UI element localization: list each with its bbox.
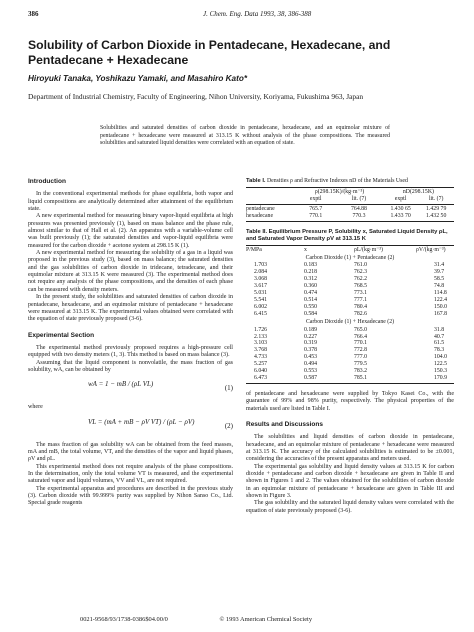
results-paragraph: The solubilities and liquid densities of carbon dioxide in pentadecane, hexadecane, and an equimolar mixture of pentadecane + hexadecane were measured at 313.15 K. The accuracy of the calculated solubilities is estimated to be ±0.001, considering the accuracies of the present apparatus and meters used.	[246, 434, 454, 463]
table-cell: 104.0	[434, 354, 448, 361]
table-cell: 0.183	[304, 262, 318, 269]
table-cell: 768.5	[354, 283, 368, 290]
table-cell: 783.2	[354, 368, 368, 375]
table-cell: 762.2	[354, 276, 368, 283]
table-cell: 765.0	[354, 326, 368, 333]
running-head	[28, 10, 450, 20]
table-row	[246, 375, 454, 382]
table-cell: 780.4	[354, 303, 368, 310]
table-cell: 2.133	[254, 333, 268, 340]
table-row	[246, 262, 454, 269]
table-cell: 762.3	[354, 269, 368, 276]
page-number: 386	[28, 10, 39, 18]
table-cell: 0.227	[304, 333, 318, 340]
journal-citation: J. Chem. Eng. Data 1993, 38, 386-388	[203, 10, 312, 18]
intro-paragraph: A new experimental method for measuring binary vapor-liquid equilibria at high pressures was presented previously (1), based on mass balance and the phase rule, almost similar to that of Hall et al. (2). An apparatus with a variable-volume cell was built previously (1); the saturated densities and vapor-liquid equilibria were measured for the carbon dioxide + acetone system at 298.15 K (1).	[28, 213, 233, 249]
table-cell: 114.8	[434, 290, 447, 297]
article-title: Solubility of Carbon Dioxide in Pentadecane, Hexadecane, and Pentadecane + Hexadecane	[28, 38, 391, 67]
experimental-paragraph: Assuming that the liquid component is nonvolatile, the mass fraction of gas solubility, wA, can be obtained by	[28, 359, 233, 373]
table-cell: 122.4	[434, 296, 448, 303]
table-cell: 31.4	[434, 262, 445, 269]
table-cell: 0.587	[304, 374, 318, 381]
table-row	[246, 311, 454, 318]
table-row	[246, 361, 454, 368]
table-1-title: Densities ρ and Refractive Indexes nD of the Materials Used	[267, 178, 408, 184]
table-cell: 31.8	[434, 326, 445, 333]
table-1-subheader: exptl	[309, 195, 322, 202]
table-1-caption	[246, 178, 454, 185]
equation-2-number: (2)	[224, 421, 233, 430]
table-group-header	[246, 318, 454, 327]
table-2-header: ρV/(kg·m⁻³)	[416, 246, 446, 253]
table-cell: 6.415	[254, 310, 268, 317]
equation-1-body: wA = 1 − mB / (ρL VL)	[88, 380, 154, 389]
table-row	[246, 213, 454, 220]
table-cell: 1.703	[254, 262, 268, 269]
table-cell: 0.584	[304, 310, 318, 317]
table-2-title: Equilibrium Pressure P, Solubility x, Saturated Liquid Density ρL, and Saturated Vapor Density ρV at 313.15 K	[246, 228, 448, 242]
table-cell: 0.360	[304, 283, 318, 290]
table-cell: 3.768	[254, 347, 268, 354]
table-cell: 150.3	[434, 368, 448, 375]
table-row	[246, 304, 454, 311]
results-heading: Results and Discussions	[246, 420, 323, 428]
author-list: Hiroyuki Tanaka, Yoshikazu Yamaki, and Masahiro Kato*	[28, 74, 248, 83]
table-row	[246, 297, 454, 304]
table-row	[246, 283, 454, 290]
table-cell: 5.257	[254, 361, 268, 368]
table-cell: 6.040	[254, 368, 268, 375]
table-cell: 766.4	[354, 333, 368, 340]
right-column	[246, 178, 454, 515]
table-group-title: Carbon Dioxide (1) + Hexadecane (2)	[305, 318, 395, 325]
table-cell: 0.378	[304, 347, 318, 354]
table-cell: 78.3	[434, 347, 445, 354]
table-row	[246, 290, 454, 297]
experimental-paragraph: The mass fraction of gas solubility wA can be obtained from the feed masses, mA and mB, the total volume, VT, and the densities of the vapor and liquid phases, ρV and ρL.	[28, 441, 233, 463]
table-cell: 770.1	[354, 340, 368, 347]
table-cell: 74.8	[434, 283, 445, 290]
table-1-col-group: nD(298.15K)	[402, 189, 434, 195]
table-cell: 770.1	[309, 212, 323, 219]
table-cell: 40.7	[434, 333, 445, 340]
table-row	[246, 334, 454, 341]
results-paragraph: The experimental gas solubility and liquid density values at 313.15 K for carbon dioxide + pentadecane and carbon dioxide + hexadecane are given in Table II and shown in Figures 1 and 2. The values obtained for the solubilities of carbon dioxide in an equimolar mixture of pentadecane + hexadecane are given in Table III and shown in Figure 3.	[246, 463, 454, 499]
left-column	[28, 178, 233, 508]
table-row	[246, 206, 454, 213]
table-cell: 5.541	[254, 296, 268, 303]
table-cell: 770.3	[352, 212, 366, 219]
table-row	[246, 368, 454, 375]
table-row	[246, 269, 454, 276]
intro-paragraph: In the conventional experimental methods for phase equilibria, both vapor and liquid compositions are analytically determined after attainment of the equilibrium state.	[28, 191, 233, 213]
table-cell: 0.312	[304, 276, 318, 283]
table-cell: 0.453	[304, 354, 318, 361]
table-cell: 61.5	[434, 340, 445, 347]
table-cell: 777.0	[354, 354, 368, 361]
table-cell: 6.002	[254, 303, 268, 310]
table-row	[246, 327, 454, 334]
table-cell: 3.068	[254, 276, 268, 283]
table-cell: 170.9	[434, 374, 448, 381]
table-cell: 0.553	[304, 368, 318, 375]
table-cell: 58.5	[434, 276, 445, 283]
table-group-title: Carbon Dioxide (1) + Pentadecane (2)	[305, 254, 395, 261]
table-cell: 2.084	[254, 269, 268, 276]
table-cell: 0.514	[304, 296, 318, 303]
table-cell: hexadecane	[246, 212, 274, 219]
where-label: where	[28, 404, 43, 411]
table-cell: 765.7	[309, 205, 323, 212]
table-2-label: Table II.	[246, 228, 268, 235]
table-cell: 761.0	[354, 262, 368, 269]
table-cell: 0.319	[304, 340, 318, 347]
intro-paragraph: In the present study, the solubilities and saturated densities of carbon dioxide in pentadecane, hexadecane, and an equimolar mixture of pentadecane + hexadecane were measured at 313.15 K. The experimental values obtained were correlated with the equation of state previously proposed (3-6).	[28, 294, 233, 323]
table-2-header: ρL/(kg·m⁻³)	[354, 246, 383, 253]
introduction-heading: Introduction	[28, 178, 66, 185]
footer	[80, 616, 400, 623]
table-cell: 777.1	[354, 296, 368, 303]
experimental-paragraph: This experimental method does not require analysis of the phase compositions. In the determination, only the total volume VT is measured, and the experimental saturated vapor and liquid volumes, VV and VL, are not required.	[28, 463, 233, 485]
table-2-header: x	[304, 246, 307, 253]
table-cell: 1.726	[254, 326, 268, 333]
table-cell: 1.430 65	[390, 205, 411, 212]
table-1-subheader: exptl	[394, 195, 407, 202]
table-1-subheader: lit. (7)	[351, 195, 367, 202]
table-group-header	[246, 254, 454, 263]
table-1	[246, 189, 454, 220]
equation-1	[28, 377, 233, 401]
table-1-subheader: lit. (7)	[428, 195, 444, 202]
experimental-paragraph: The experimental method previously proposed requires a high-pressure cell equipped with two density meters (1, 3). This method is based on mass balance (3).	[28, 344, 233, 359]
materials-paragraph: of pentadecane and hexadecane were supplied by Tokyo Kasei Co., with the guarantee of 99% and 98% purity, respectively. The physical properties of the materials used are listed in Table I.	[246, 390, 454, 412]
table-cell: pentadecane	[246, 205, 275, 212]
table-cell: 3.617	[254, 283, 268, 290]
table-1-col-group: ρ(298.15K)/(kg·m⁻³)	[314, 189, 365, 195]
table-cell: 773.1	[354, 290, 368, 297]
table-cell: 1.433 70	[390, 212, 411, 219]
equation-2	[28, 415, 233, 439]
table-1-label: Table I.	[246, 178, 266, 184]
table-cell: 1.429 79	[426, 205, 447, 212]
table-2	[246, 247, 454, 382]
table-row	[246, 340, 454, 347]
table-cell: 167.8	[434, 310, 448, 317]
copyright-notice: © 1993 American Chemical Society	[219, 616, 313, 623]
table-cell: 5.031	[254, 290, 268, 297]
table-cell: 0.474	[304, 290, 318, 297]
table-cell: 6.473	[254, 374, 268, 381]
experimental-heading: Experimental Section	[28, 331, 95, 339]
table-cell: 764.88	[351, 205, 367, 212]
table-cell: 0.189	[304, 326, 318, 333]
table-cell: 782.6	[354, 310, 368, 317]
affiliation: Department of Industrial Chemistry, Faculty of Engineering, Nihon University, Koriyama, Fukushima 963, Japan	[28, 92, 364, 101]
table-cell: 0.550	[304, 303, 318, 310]
table-cell: 779.5	[354, 361, 368, 368]
table-cell: 4.733	[254, 354, 268, 361]
results-paragraph: The gas solubility and the saturated liquid density values were correlated with the equation of state previously proposed (3-6).	[246, 500, 454, 514]
experimental-paragraph: The experimental apparatus and procedures are described in the previous study (3). Carbon dioxide with 99.999% purity was supplied by Nihon Sanso Co., Ltd. Special grade reagents	[28, 485, 233, 507]
table-cell: 772.8	[354, 347, 368, 354]
table-cell: 0.218	[304, 269, 318, 276]
table-cell: 39.7	[434, 269, 445, 276]
table-cell: 0.494	[304, 361, 318, 368]
table-row	[246, 347, 454, 354]
equation-1-number: (1)	[224, 384, 233, 393]
table-row	[246, 276, 454, 283]
table-cell: 150.0	[434, 303, 448, 310]
table-2-caption	[246, 229, 454, 243]
table-cell: 1.432 50	[426, 212, 447, 219]
table-cell: 785.1	[354, 374, 368, 381]
abstract: Solubilities and saturated densities of carbon dioxide in pentadecane, hexadecane, and an equimolar mixture of pentadecane + hexadecane were measured at 313.15 K without analysis of the phase compositions. The measured solubilities and saturated liquid densities were correlated with an equation of state.	[100, 125, 390, 147]
equation-2-body: VL = (mA + mB − ρV VT) / (ρL − ρV)	[88, 417, 195, 426]
table-cell: 122.5	[434, 361, 448, 368]
table-cell: 3.103	[254, 340, 268, 347]
intro-paragraph: A new experimental method for measuring the solubility of a gas in a liquid was proposed in the previous study (3), based on mass balance; the saturated densities and the gas solubilities of carbon dioxide in tridecane, tetradecane, and their equimolar mixture at 313.15 K were measured (3). The experimental method does not require any analysis of the phase compositions, and the densities of each phase can be measured with density meters.	[28, 250, 233, 293]
article-code: 0021-9568/93/1738-0386$04.00/0	[80, 616, 168, 623]
table-row	[246, 354, 454, 361]
table-2-header: P/MPa	[246, 246, 262, 253]
